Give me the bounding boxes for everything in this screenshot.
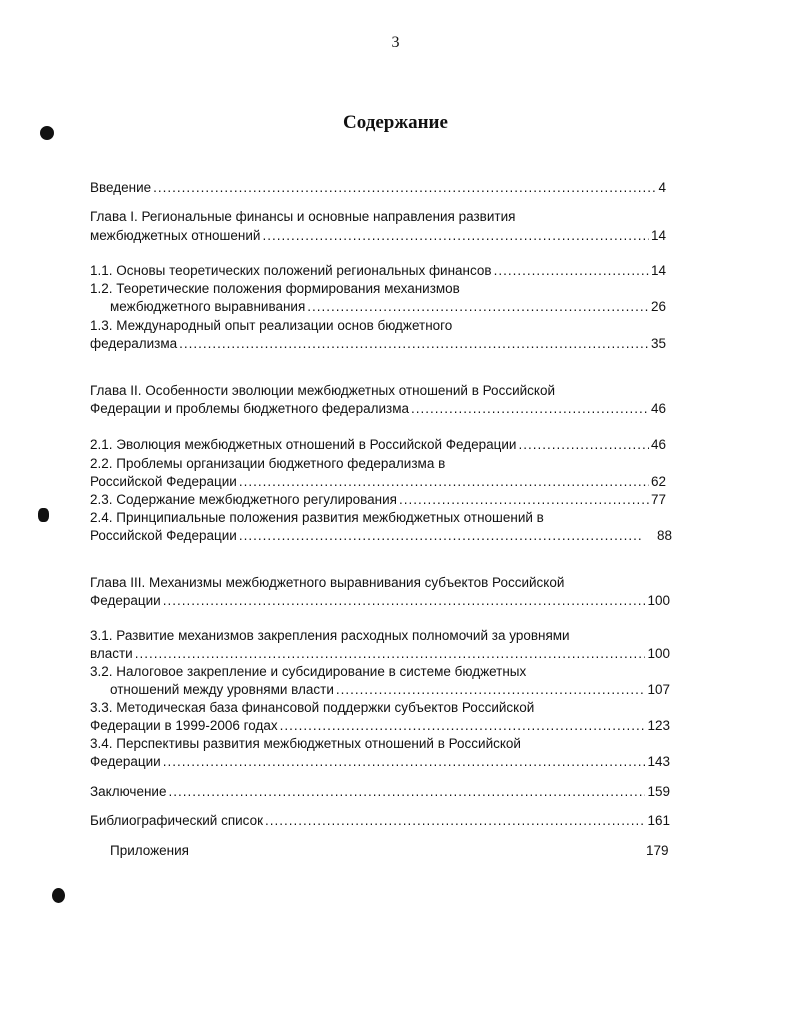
- toc-chapter-2-line1: Глава II. Особенности эволюции межбюджетных отношений в Российской: [90, 383, 556, 398]
- toc-entry-text: межбюджетного выравнивания: [110, 299, 306, 314]
- toc-section-2-2-line1: 2.2. Проблемы организации бюджетного федерализма в: [90, 456, 446, 471]
- toc-entry-appendix: Приложения: [110, 843, 189, 858]
- toc-section-3-3: [90, 718, 670, 734]
- toc-entry-bibliography: [90, 813, 670, 829]
- toc-entry-text: федерализма: [90, 336, 178, 351]
- toc-section-3-1: [90, 646, 670, 662]
- dot-leader: [239, 528, 643, 544]
- toc-page-number: 4: [658, 180, 666, 195]
- toc-entry-text: Федерации в 1999-2006 годах: [90, 718, 278, 733]
- toc-chapter-3-line1: Глава III. Механизмы межбюджетного выравнивания субъектов Российской: [90, 575, 565, 590]
- toc-page-number: 77: [650, 492, 666, 507]
- toc-entry-text: власти: [90, 646, 133, 661]
- toc-entry-text: Федерации: [90, 593, 161, 608]
- dot-leader: [262, 228, 649, 244]
- toc-page-number: 62: [650, 474, 666, 489]
- toc-page-number: 46: [650, 437, 666, 452]
- toc-page-number: 161: [647, 813, 670, 828]
- toc-page-number: 35: [650, 336, 666, 351]
- toc-chapter-1-line1: Глава I. Региональные финансы и основные направления развития: [90, 209, 516, 224]
- dot-leader: [265, 813, 645, 829]
- dot-leader: [280, 718, 646, 734]
- toc-section-1-1: [90, 263, 666, 279]
- toc-section-1-3: [90, 336, 666, 352]
- toc-entry-text: Заключение: [90, 784, 167, 799]
- toc-section-2-3: [90, 492, 666, 508]
- toc-page-number: 88: [656, 528, 672, 543]
- dot-leader: [163, 754, 646, 770]
- toc-page-number: 159: [647, 784, 670, 799]
- toc-page-number: 123: [647, 718, 670, 733]
- toc-section-1-2-line1: 1.2. Теоретические положения формирования механизмов: [90, 281, 460, 296]
- toc-entry-text: Введение: [90, 180, 152, 195]
- dot-leader: [135, 646, 646, 662]
- toc-section-3-4: [90, 754, 670, 770]
- toc-section-3-3-line1: 3.3. Методическая база финансовой поддержки субъектов Российской: [90, 700, 535, 715]
- toc-entry-text: Российской Федерации: [90, 474, 237, 489]
- toc-entry-text: Библиографический список: [90, 813, 263, 828]
- punch-hole-mark: [40, 126, 54, 140]
- toc-entry-text: отношений между уровнями власти: [110, 682, 334, 697]
- toc-page-number: 46: [650, 401, 666, 416]
- punch-hole-mark: [52, 888, 65, 903]
- dot-leader: [336, 682, 646, 698]
- toc-page-number: 143: [647, 754, 670, 769]
- toc-section-2-4-line1: 2.4. Принципиальные положения развития межбюджетных отношений в: [90, 510, 544, 525]
- toc-entry-text: 2.1. Эволюция межбюджетных отношений в Российской Федерации: [90, 437, 517, 452]
- dot-leader: [411, 401, 649, 417]
- toc-section-3-4-line1: 3.4. Перспективы развития межбюджетных отношений в Российской: [90, 736, 521, 751]
- toc-section-1-2: [110, 299, 666, 315]
- toc-entry-conclusion: [90, 784, 670, 800]
- punch-hole-mark: [38, 508, 49, 522]
- toc-page-number: 100: [647, 593, 670, 608]
- toc-entry-text: 2.3. Содержание межбюджетного регулирования: [90, 492, 397, 507]
- toc-entry-text: Федерации: [90, 754, 161, 769]
- toc-section-3-2-line1: 3.2. Налоговое закрепление и субсидирование в системе бюджетных: [90, 664, 527, 679]
- toc-section-1-3-line1: 1.3. Международный опыт реализации основ бюджетного: [90, 318, 453, 333]
- page-number: 3: [391, 34, 400, 51]
- toc-entry-text: Российской Федерации: [90, 528, 237, 543]
- dot-leader: [168, 784, 645, 800]
- toc-section-2-1: [90, 437, 666, 453]
- toc-entry-text: 1.1. Основы теоретических положений региональных финансов: [90, 263, 492, 278]
- toc-page-number: 179: [646, 843, 669, 858]
- dot-leader: [239, 474, 649, 490]
- toc-page-number: 107: [647, 682, 670, 697]
- toc-section-2-4: [90, 528, 672, 544]
- dot-leader: [179, 336, 649, 352]
- toc-page-number: 14: [650, 263, 666, 278]
- toc-page-number: 26: [650, 299, 666, 314]
- dot-leader: [307, 299, 649, 315]
- toc-section-2-2: [90, 474, 666, 490]
- page-title: Содержание: [343, 112, 448, 133]
- toc-page-number: 14: [650, 228, 666, 243]
- dot-leader: [518, 437, 649, 453]
- dot-leader: [494, 263, 649, 279]
- toc-entry-text: межбюджетных отношений: [90, 228, 261, 243]
- dot-leader: [163, 593, 646, 609]
- toc-entry-intro: [90, 180, 666, 196]
- toc-entry-text: Федерации и проблемы бюджетного федерализма: [90, 401, 409, 416]
- dot-leader: [399, 492, 649, 508]
- toc-chapter-2: [90, 401, 666, 417]
- toc-page-number: 100: [647, 646, 670, 661]
- toc-section-3-2: [110, 682, 670, 698]
- dot-leader: [153, 180, 656, 196]
- toc-chapter-3: [90, 593, 670, 609]
- toc-section-3-1-line1: 3.1. Развитие механизмов закрепления расходных полномочий за уровнями: [90, 628, 570, 643]
- toc-chapter-1: [90, 228, 666, 244]
